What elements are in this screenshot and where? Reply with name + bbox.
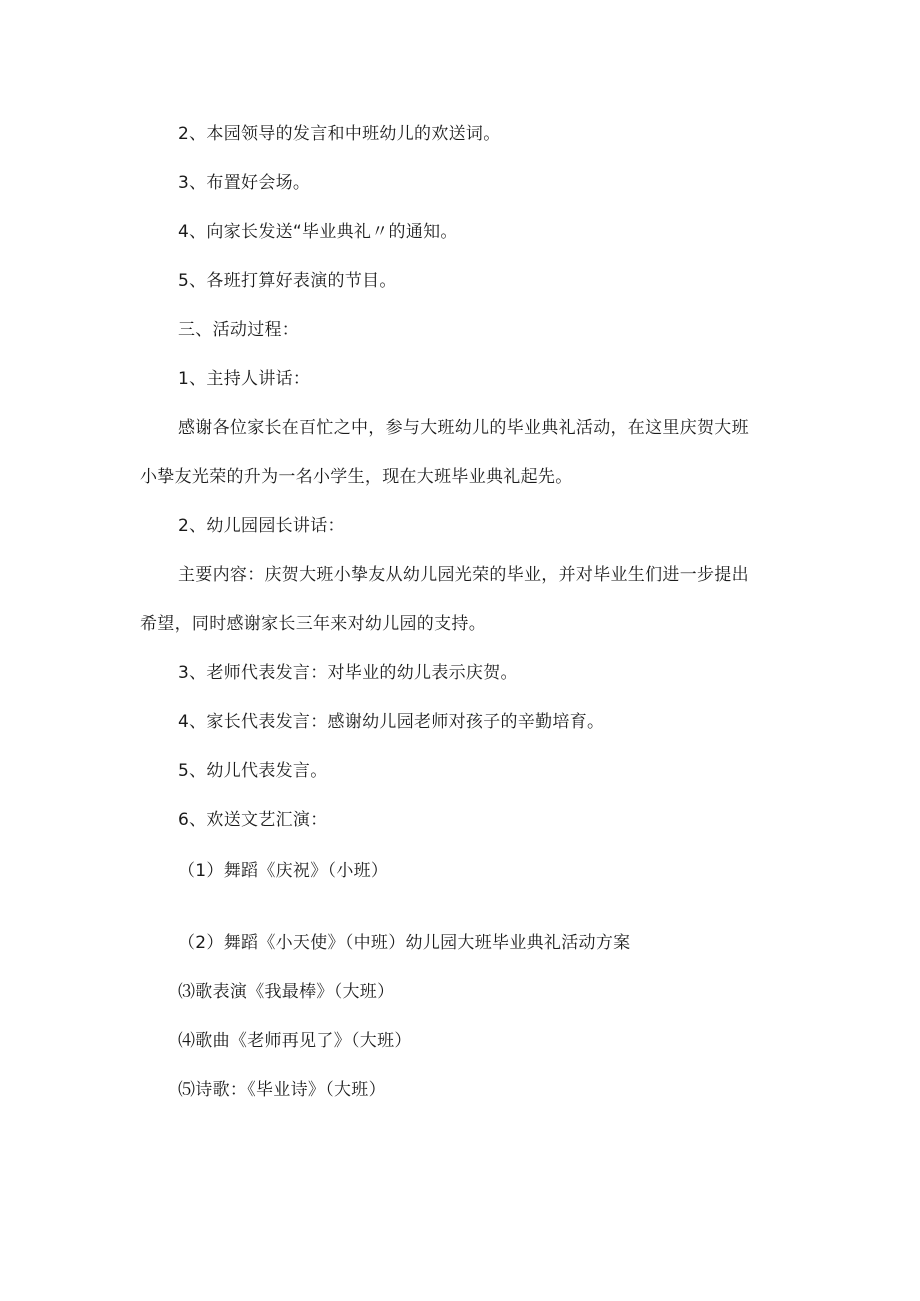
program-item-2: （2）舞蹈《小天使》（中班）幼儿园大班毕业典礼活动方案 (178, 933, 631, 953)
text-line-prep-2: 2、本园领导的发言和中班幼儿的欢送词。 (178, 124, 501, 144)
text-line-prep-3: 3、布置好会场。 (178, 173, 311, 193)
paragraph-principal-speech-line-2: 希望，同时感谢家长三年来对幼儿园的支持。 (140, 614, 486, 634)
text-line-step-6: 6、欢送文艺汇演： (178, 810, 328, 830)
text-line-prep-4: 4、向家长发送“毕业典礼〃的通知。 (178, 222, 458, 242)
text-line-step-1: 1、主持人讲话： (178, 369, 311, 389)
text-line-step-4: 4、家长代表发言：感谢幼儿园老师对孩子的辛勤培育。 (178, 712, 605, 732)
program-item-1: （1）舞蹈《庆祝》（小班） (178, 861, 389, 881)
section-heading-activity-process: 三、活动过程： (178, 320, 300, 340)
paragraph-host-speech-line-2: 小挚友光荣的升为一名小学生，现在大班毕业典礼起先。 (140, 467, 573, 487)
program-item-5: ⑸诗歌：《毕业诗》（大班） (178, 1080, 386, 1100)
text-line-step-2: 2、幼儿园园长讲话： (178, 516, 345, 536)
paragraph-host-speech-line-1: 感谢各位家长在百忙之中，参与大班幼儿的毕业典礼活动，在这里庆贺大班 (178, 418, 749, 438)
program-item-4: ⑷歌曲《老师再见了》（大班） (178, 1031, 412, 1051)
paragraph-principal-speech-line-1: 主要内容：庆贺大班小挚友从幼儿园光荣的毕业，并对毕业生们进一步提出 (178, 565, 749, 585)
text-line-step-5: 5、幼儿代表发言。 (178, 761, 328, 781)
program-item-3: ⑶歌表演《我最棒》（大班） (178, 982, 395, 1002)
text-line-prep-5: 5、各班打算好表演的节目。 (178, 271, 397, 291)
text-line-step-3: 3、老师代表发言：对毕业的幼儿表示庆贺。 (178, 663, 518, 683)
